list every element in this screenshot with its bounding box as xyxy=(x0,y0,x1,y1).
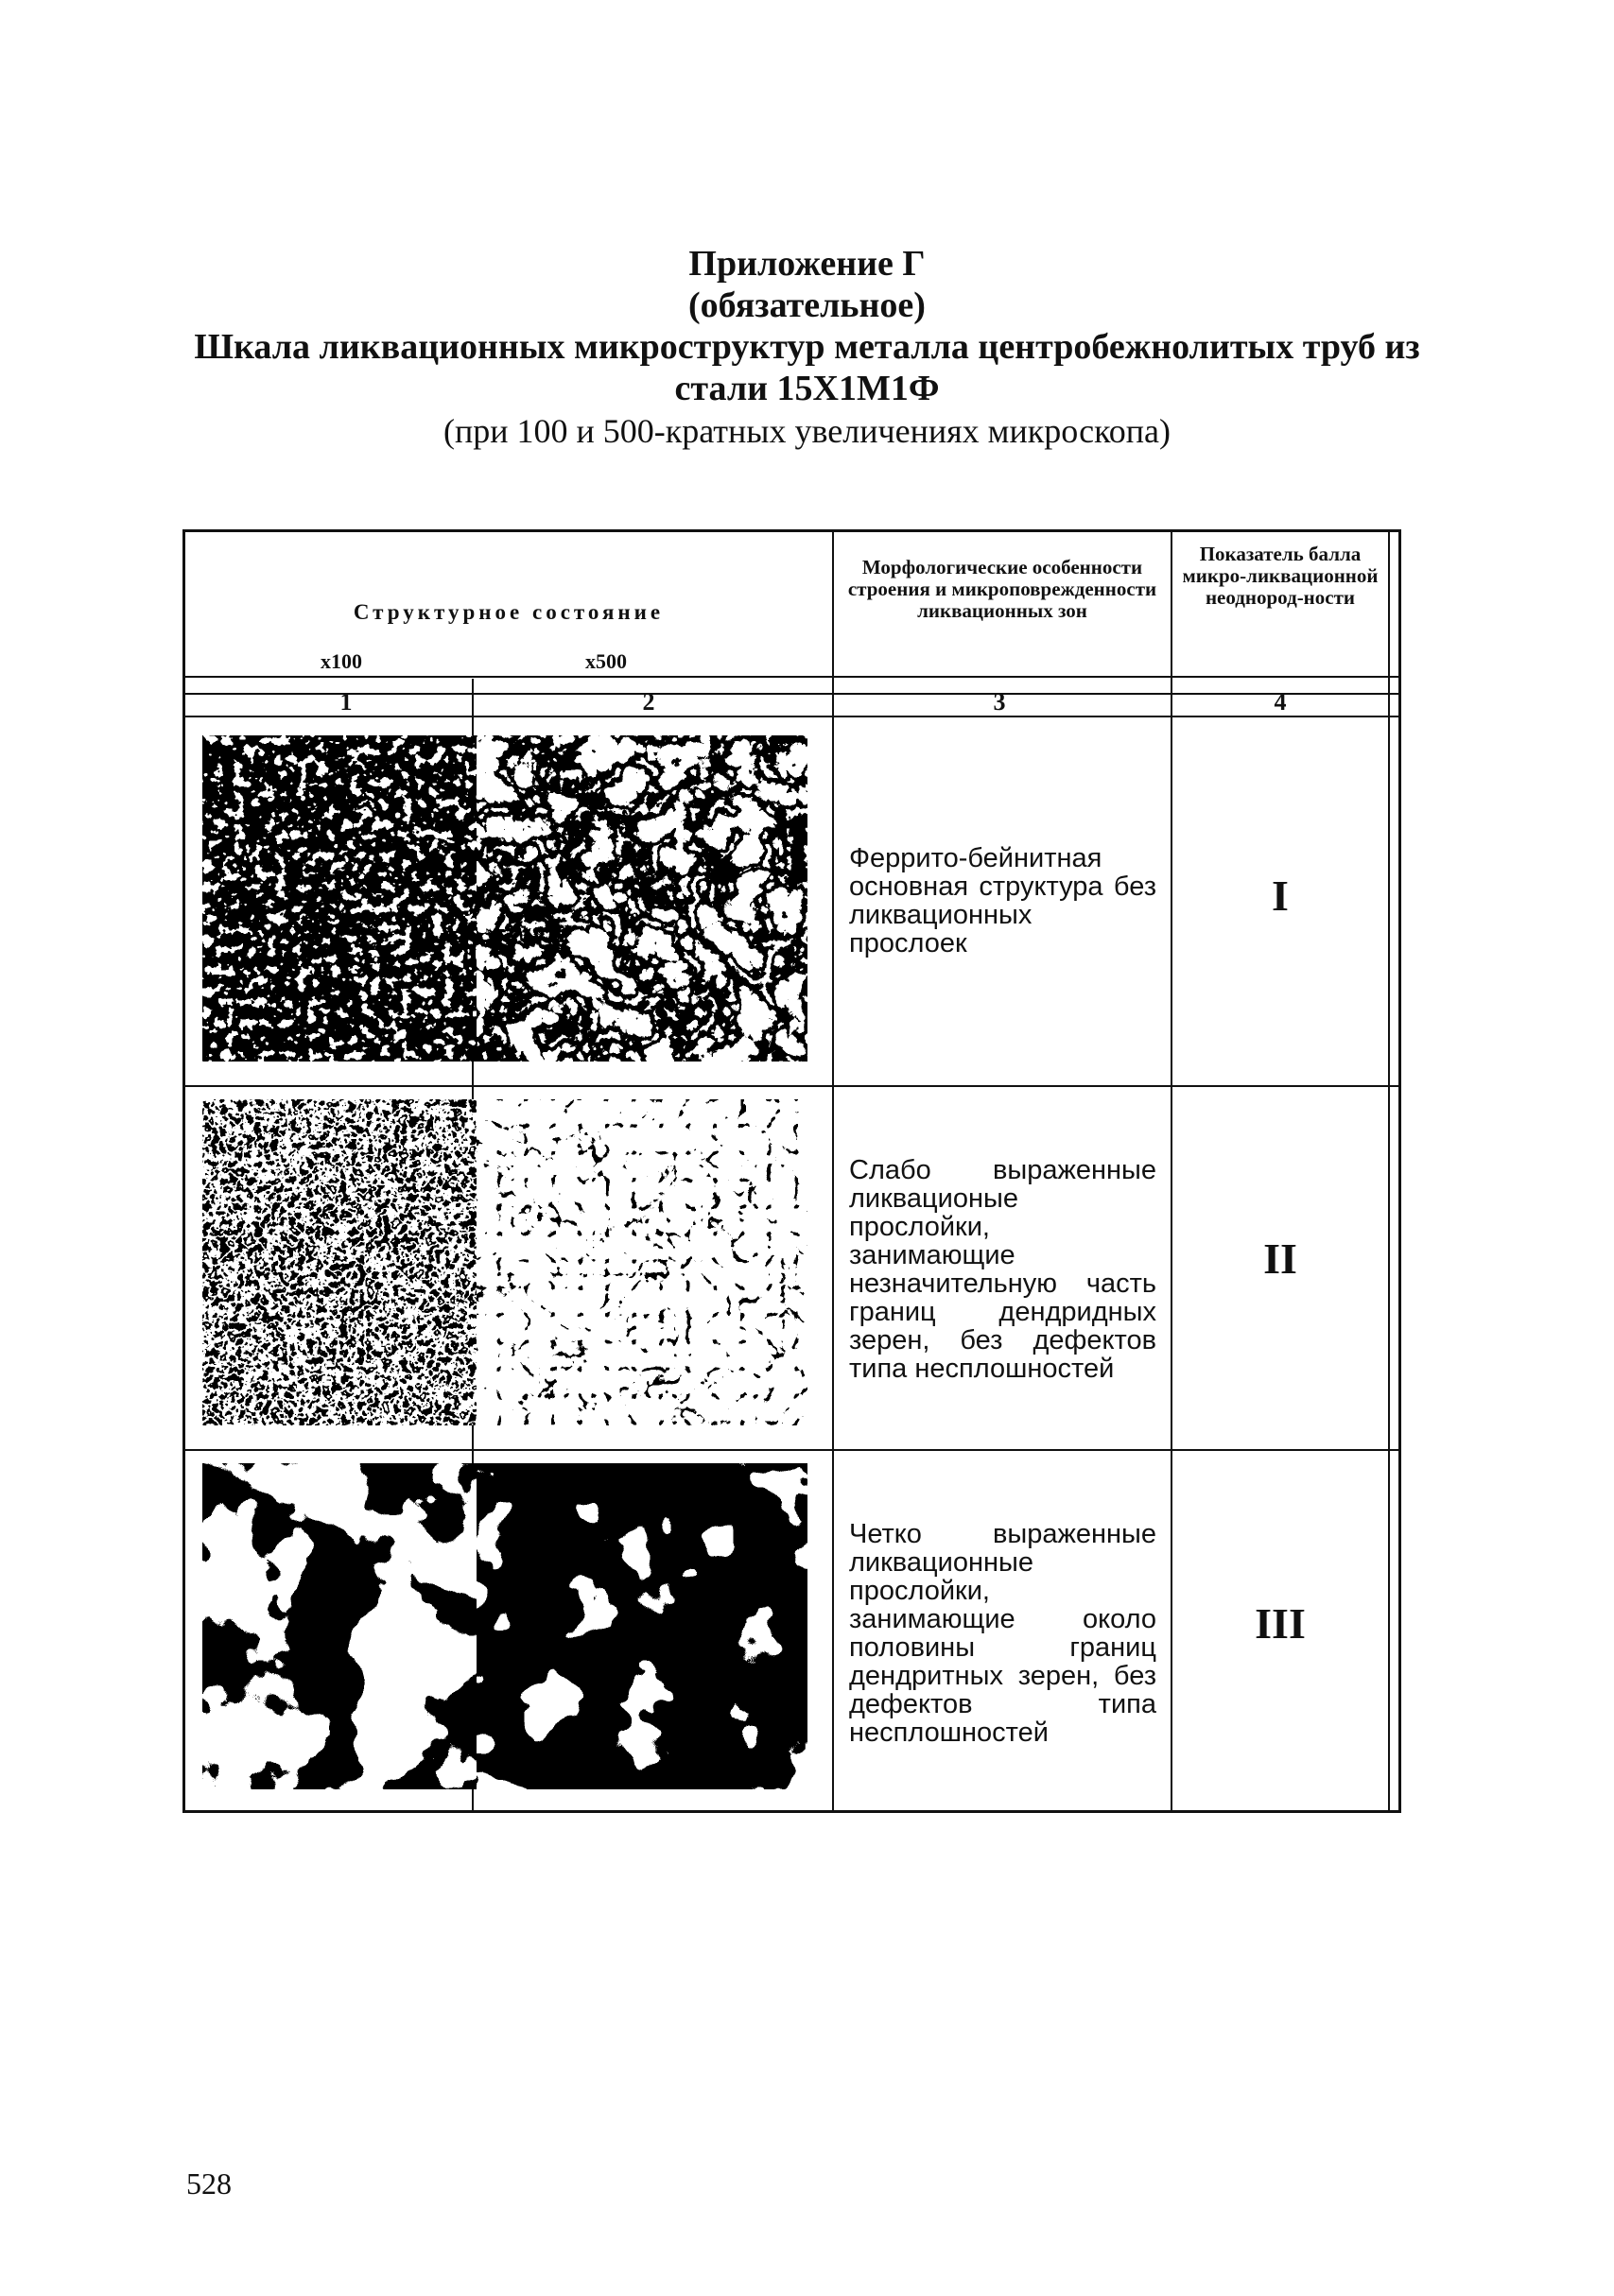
micrograph-row3 xyxy=(202,1463,807,1789)
header-x500: х500 xyxy=(585,649,627,673)
micrograph-row1 xyxy=(202,735,807,1062)
header-structural-state: Структурное состояние xyxy=(353,600,665,624)
row3-grade: III xyxy=(1255,1599,1306,1648)
magnification-note: (при 100 и 500-кратных увеличениях микроскопа) xyxy=(443,412,1171,450)
colnum-2: 2 xyxy=(642,688,655,716)
appendix-status: (обязательное) xyxy=(688,285,926,325)
row2-grade: II xyxy=(1263,1234,1297,1283)
colnum-1: 1 xyxy=(339,688,353,716)
row1-description: Феррито-бейнитная основная структура без ликвационных прослоек xyxy=(849,843,1156,958)
header-grade: Показатель балла микро-ликвационной неоднород-ности xyxy=(1182,543,1379,609)
row3-description: Четко выраженные ликвационные прослойки, занимающие около половины границ дендритных зерен, без дефектов типа несплошностей xyxy=(849,1519,1156,1748)
colnum-4: 4 xyxy=(1274,688,1287,716)
appendix-title: Приложение Г xyxy=(688,244,926,284)
micrograph-row2 xyxy=(202,1099,807,1425)
row1-grade: I xyxy=(1272,872,1289,920)
row2-description: Слабо выраженные ликвационые прослойки, занимающие незначительную часть границ дендридных зерен, без дефектов типа несплошностей xyxy=(849,1155,1156,1384)
header-morphology: Морфологические особенности строения и микроповрежденности ликвационных зон xyxy=(847,556,1157,622)
microstructure-table xyxy=(182,529,1401,1813)
page-number: 528 xyxy=(186,2167,232,2201)
colnum-3: 3 xyxy=(993,688,1006,716)
header-x100: х100 xyxy=(321,649,362,673)
scale-title: Шкала ликвационных микроструктур металла центробежнолитых труб из xyxy=(194,327,1420,367)
scale-title-steel: стали 15Х1М1Ф xyxy=(674,369,940,408)
